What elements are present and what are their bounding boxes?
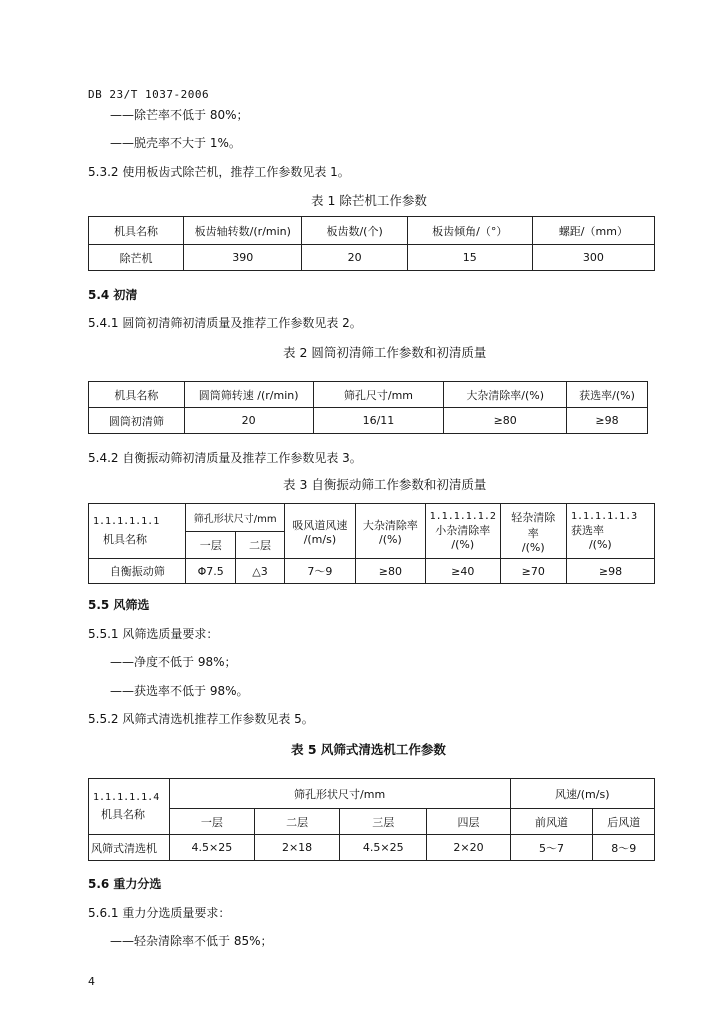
table-header-cell: 板齿轴转数/(r/min) xyxy=(184,217,302,245)
table-cell: ≥98 xyxy=(567,408,648,434)
heading-number: 1.1.1.1.1.2 xyxy=(429,511,496,522)
table-cell: 风筛式清选机 xyxy=(89,835,170,861)
header-unit: /(m/s) xyxy=(303,532,337,546)
table-header-cell: 板齿倾角/（°） xyxy=(407,217,532,245)
table-cell: 4.5×25 xyxy=(169,835,254,861)
requirement-line: ——轻杂清除率不低于 85%； xyxy=(110,934,273,948)
header-label: 获选率 xyxy=(570,524,604,537)
document-header: DB 23/T 1037-2006 xyxy=(88,88,210,101)
table-cell: 2×20 xyxy=(427,835,510,861)
table-header-cell xyxy=(89,504,186,559)
table-cell: 除芒机 xyxy=(89,245,184,271)
table-header-cell: 机具名称 xyxy=(89,382,185,408)
table-cell: 7～9 xyxy=(285,559,356,584)
table-cell: △3 xyxy=(236,559,285,584)
table-header-cell xyxy=(285,504,356,559)
table-header-cell: 大杂清除率/(%) xyxy=(444,382,567,408)
clause-5-5-1: 5.5.1 风筛选质量要求： xyxy=(88,627,219,641)
header-unit: /(%) xyxy=(379,532,402,546)
table-header-cell: 前风道 xyxy=(510,809,593,835)
header-label: 大杂清除率 xyxy=(362,518,418,532)
table-cell: 2×18 xyxy=(255,835,340,861)
table-header-cell: 螺距/（mm） xyxy=(532,217,654,245)
table-header-cell: 机具名称 xyxy=(89,217,184,245)
clause-5-6-1: 5.6.1 重力分选质量要求： xyxy=(88,906,231,920)
table-cell: 15 xyxy=(407,245,532,271)
table-cell: 390 xyxy=(184,245,302,271)
header-label: 率 xyxy=(527,526,539,540)
table-cell: ≥40 xyxy=(425,559,500,584)
table-cell: ≥98 xyxy=(566,559,654,584)
table-cell: 5～7 xyxy=(510,835,593,861)
table-cell: 20 xyxy=(302,245,407,271)
section-5-4: 5.4 初清 xyxy=(88,288,138,302)
table-header-cell: 二层 xyxy=(255,809,340,835)
table2-caption: 表 2 圆筒初清筛工作参数和初清质量 xyxy=(283,345,487,360)
table3-caption: 表 3 自衡振动筛工作参数和初清质量 xyxy=(283,477,487,492)
header-label: 机具名称 xyxy=(101,807,145,821)
heading-number: 1.1.1.1.1.4 xyxy=(93,791,160,803)
table-header-cell xyxy=(355,504,425,559)
table-1 xyxy=(88,216,655,271)
header-label: 小杂清除率 xyxy=(435,524,491,537)
heading-number: 1.1.1.1.1.3 xyxy=(570,511,638,522)
header-label: 吸风道风速 xyxy=(292,518,348,532)
table-cell: 自衡振动筛 xyxy=(89,559,186,584)
page-number: 4 xyxy=(88,975,95,988)
table-cell: 300 xyxy=(532,245,654,271)
table-header-cell: 三层 xyxy=(340,809,427,835)
table-cell: 20 xyxy=(184,408,313,434)
table1-caption: 表 1 除芒机工作参数 xyxy=(311,193,427,208)
table-header-cell xyxy=(500,504,566,559)
table-3 xyxy=(88,503,655,584)
table-cell: 圆筒初清筛 xyxy=(89,408,185,434)
header-unit: /(%) xyxy=(451,538,475,551)
table-header-cell: 筛孔尺寸/mm xyxy=(313,382,444,408)
header-label: 轻杂清除 xyxy=(511,510,556,524)
table-header-cell xyxy=(566,504,654,559)
table-header-cell: 圆筒筛转速 /(r/min) xyxy=(184,382,313,408)
table-header-cell: 筛孔形状尺寸/mm xyxy=(186,504,285,532)
table-header-cell: 后风道 xyxy=(593,809,655,835)
table-cell: 16/11 xyxy=(313,408,444,434)
requirement-line: ——除芒率不低于 80%； xyxy=(110,108,249,122)
clause-5-4-2: 5.4.2 自衡振动筛初清质量及推荐工作参数见表 3。 xyxy=(88,451,362,465)
table-header-cell: 一层 xyxy=(186,532,236,559)
table-cell: ≥80 xyxy=(355,559,425,584)
table-cell: Φ7.5 xyxy=(186,559,236,584)
clause-5-3-2: 5.3.2 使用板齿式除芒机，推荐工作参数见表 1。 xyxy=(88,165,350,179)
requirement-line: ——净度不低于 98%； xyxy=(110,655,237,669)
table-header-cell: 二层 xyxy=(236,532,285,559)
section-5-6: 5.6 重力分选 xyxy=(88,877,162,891)
section-5-5: 5.5 风筛选 xyxy=(88,598,150,612)
table-5 xyxy=(88,778,655,861)
table-header-cell: 一层 xyxy=(169,809,254,835)
table-cell: 8～9 xyxy=(593,835,655,861)
table-header-cell xyxy=(425,504,500,559)
header-label: 机具名称 xyxy=(103,532,147,546)
table-header-cell: 筛孔形状尺寸/mm xyxy=(169,779,510,809)
table-header-cell: 风速/(m/s) xyxy=(510,779,654,809)
requirement-line: ——获选率不低于 98%。 xyxy=(110,684,249,698)
heading-number: 1.1.1.1.1.1 xyxy=(93,515,160,527)
table-2 xyxy=(88,381,648,434)
table5-caption: 表 5 风筛式清选机工作参数 xyxy=(291,742,446,757)
clause-5-5-2: 5.5.2 风筛式清选机推荐工作参数见表 5。 xyxy=(88,712,314,726)
table-header-cell: 四层 xyxy=(427,809,510,835)
table-cell: ≥80 xyxy=(444,408,567,434)
table-cell: ≥70 xyxy=(500,559,566,584)
table-header-cell xyxy=(89,779,170,835)
header-unit: /(%) xyxy=(521,540,545,554)
header-unit: /(%) xyxy=(588,538,612,551)
table-header-cell: 获选率/(%) xyxy=(567,382,648,408)
requirement-line: ——脱壳率不大于 1%。 xyxy=(110,136,241,150)
clause-5-4-1: 5.4.1 圆筒初清筛初清质量及推荐工作参数见表 2。 xyxy=(88,316,362,330)
table-header-cell: 板齿数/(个) xyxy=(302,217,407,245)
table-cell: 4.5×25 xyxy=(340,835,427,861)
